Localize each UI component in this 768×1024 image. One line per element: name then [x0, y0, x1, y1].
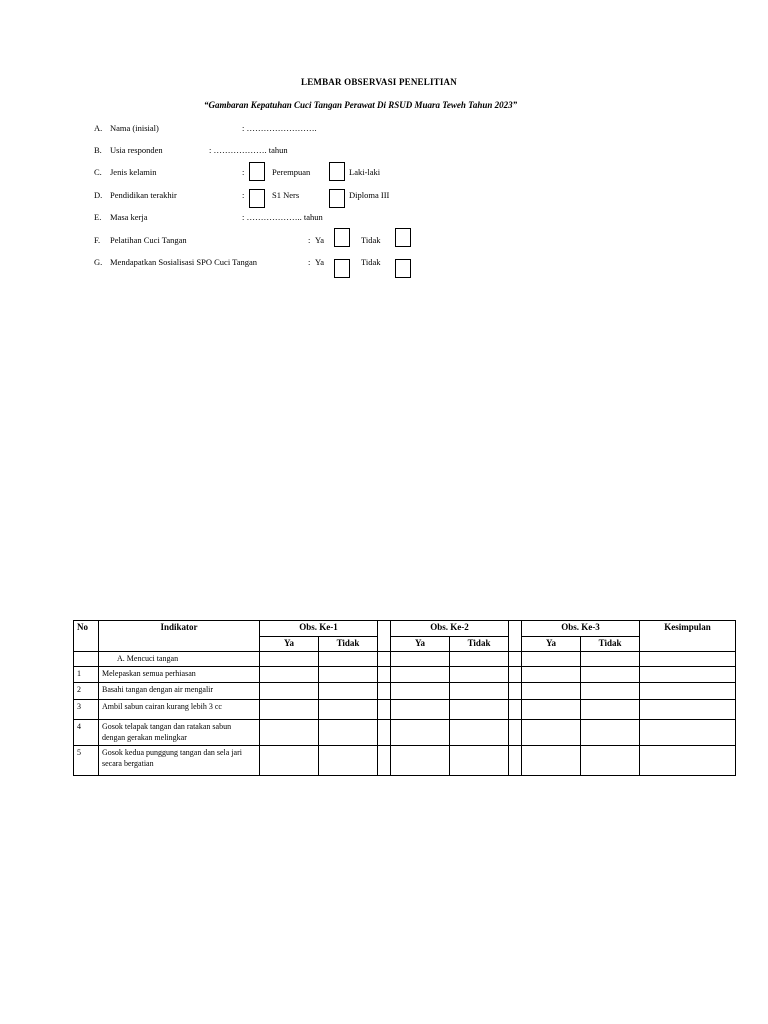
cell-check[interactable] [522, 667, 581, 683]
checkbox-perempuan[interactable] [249, 162, 265, 181]
cell-check[interactable] [581, 667, 640, 683]
cell-no: 2 [74, 683, 99, 700]
cell-no [74, 652, 99, 667]
cell-check[interactable] [260, 746, 319, 776]
field-letter: C. [94, 167, 102, 177]
field-letter: A. [94, 123, 103, 133]
field-label-masa-kerja: Masa kerja [110, 212, 148, 222]
column-gap [378, 621, 391, 652]
column-gap [509, 746, 522, 776]
column-gap [509, 621, 522, 652]
cell-check[interactable] [391, 746, 450, 776]
cell-check[interactable] [260, 683, 319, 700]
column-gap [509, 667, 522, 683]
cell-check[interactable] [319, 700, 378, 720]
cell-check[interactable] [581, 746, 640, 776]
column-gap [509, 652, 522, 667]
checkbox-sosialisasi-tidak[interactable] [395, 259, 411, 278]
cell-check[interactable] [522, 720, 581, 746]
cell-kesimpulan[interactable] [640, 720, 736, 746]
cell-check[interactable] [522, 652, 581, 667]
field-letter: B. [94, 145, 102, 155]
cell-check[interactable] [391, 700, 450, 720]
cell-check[interactable] [260, 667, 319, 683]
checkbox-diploma-iii[interactable] [329, 189, 345, 208]
cell-indikator: Gosok telapak tangan dan ratakan sabun dengan gerakan melingkar [99, 720, 260, 746]
checkbox-sosialisasi-ya[interactable] [334, 259, 350, 278]
option-perempuan: Perempuan [272, 167, 311, 177]
header-no: No [74, 621, 99, 652]
table-row [74, 746, 736, 776]
cell-check[interactable] [391, 720, 450, 746]
field-label-usia: Usia responden [110, 145, 163, 155]
page-title: LEMBAR OBSERVASI PENELITIAN [301, 77, 457, 87]
cell-kesimpulan[interactable] [640, 746, 736, 776]
field-label-pendidikan: Pendidikan terakhir [110, 190, 177, 200]
colon: : [308, 235, 311, 245]
header-tidak: Tidak [581, 637, 640, 652]
header-ya: Ya [260, 637, 319, 652]
field-label-sosialisasi: Mendapatkan Sosialisasi SPO Cuci Tangan [110, 257, 258, 267]
section-label: A. Mencuci tangan [99, 652, 260, 667]
field-label-nama: Nama (inisial) [110, 123, 159, 133]
table-row [74, 683, 736, 700]
field-label-pelatihan: Pelatihan Cuci Tangan [110, 235, 187, 245]
table-row [74, 667, 736, 683]
header-obs-2: Obs. Ke-2 [391, 621, 509, 637]
cell-indikator: Ambil sabun cairan kurang lebih 3 cc [99, 700, 260, 720]
cell-check[interactable] [522, 683, 581, 700]
cell-no: 3 [74, 700, 99, 720]
cell-check[interactable] [319, 652, 378, 667]
header-ya: Ya [391, 637, 450, 652]
checkbox-pelatihan-ya[interactable] [334, 228, 350, 247]
column-gap [509, 683, 522, 700]
colon: : [242, 190, 245, 200]
column-gap [378, 667, 391, 683]
header-kesimpulan: Kesimpulan [640, 621, 736, 652]
cell-check[interactable] [581, 700, 640, 720]
cell-no: 5 [74, 746, 99, 776]
cell-check[interactable] [391, 667, 450, 683]
column-gap [378, 700, 391, 720]
cell-kesimpulan[interactable] [640, 652, 736, 667]
field-value-nama: : ……………………. [242, 123, 317, 133]
column-gap [509, 720, 522, 746]
option-tidak: Tidak [361, 235, 381, 245]
cell-indikator: Melepaskan semua perhiasan [99, 667, 260, 683]
cell-check[interactable] [450, 720, 509, 746]
field-letter: D. [94, 190, 103, 200]
checkbox-s1-ners[interactable] [249, 189, 265, 208]
cell-no: 1 [74, 667, 99, 683]
observation-table [73, 620, 736, 776]
cell-kesimpulan[interactable] [640, 700, 736, 720]
cell-indikator: Basahi tangan dengan air mengalir [99, 683, 260, 700]
cell-check[interactable] [450, 746, 509, 776]
colon: : [242, 167, 245, 177]
header-obs-1: Obs. Ke-1 [260, 621, 378, 637]
colon: : [308, 257, 311, 267]
cell-check[interactable] [581, 652, 640, 667]
field-letter: G. [94, 257, 103, 267]
cell-check[interactable] [319, 683, 378, 700]
cell-check[interactable] [260, 700, 319, 720]
column-gap [509, 700, 522, 720]
cell-kesimpulan[interactable] [640, 667, 736, 683]
cell-check[interactable] [581, 720, 640, 746]
field-label-jenis-kelamin: Jenis kelamin [110, 167, 157, 177]
cell-check[interactable] [260, 652, 319, 667]
option-tidak: Tidak [361, 257, 381, 267]
checkbox-pelatihan-tidak[interactable] [395, 228, 411, 247]
cell-no: 4 [74, 720, 99, 746]
page-subtitle: “Gambaran Kepatuhan Cuci Tangan Perawat Di RSUD Muara Teweh Tahun 2023” [204, 100, 518, 110]
cell-check[interactable] [450, 652, 509, 667]
section-row [74, 652, 736, 667]
header-obs-3: Obs. Ke-3 [522, 621, 640, 637]
column-gap [378, 683, 391, 700]
field-letter: E. [94, 212, 102, 222]
cell-kesimpulan[interactable] [640, 683, 736, 700]
cell-check[interactable] [319, 720, 378, 746]
cell-check[interactable] [319, 667, 378, 683]
option-diploma-iii: Diploma III [349, 190, 390, 200]
column-gap [378, 720, 391, 746]
header-tidak: Tidak [450, 637, 509, 652]
option-laki-laki: Laki-laki [349, 167, 381, 177]
option-ya: Ya [315, 235, 325, 245]
cell-check[interactable] [319, 746, 378, 776]
option-ya: Ya [315, 257, 325, 267]
header-ya: Ya [522, 637, 581, 652]
cell-check[interactable] [260, 720, 319, 746]
checkbox-laki-laki[interactable] [329, 162, 345, 181]
option-s1-ners: S1 Ners [272, 190, 300, 200]
column-gap [378, 746, 391, 776]
cell-indikator: Gosok kedua punggung tangan dan sela jari secara bergatian [99, 746, 260, 776]
cell-check[interactable] [450, 667, 509, 683]
header-indikator: Indikator [99, 621, 260, 652]
field-value-masa-kerja: : ……………….. tahun [242, 212, 323, 222]
column-gap [378, 652, 391, 667]
cell-check[interactable] [581, 683, 640, 700]
cell-check[interactable] [391, 652, 450, 667]
cell-check[interactable] [391, 683, 450, 700]
field-letter: F. [94, 235, 101, 245]
table-row [74, 720, 736, 746]
table-row [74, 700, 736, 720]
cell-check[interactable] [450, 683, 509, 700]
cell-check[interactable] [450, 700, 509, 720]
cell-check[interactable] [522, 746, 581, 776]
header-tidak: Tidak [319, 637, 378, 652]
cell-check[interactable] [522, 700, 581, 720]
field-value-usia: : ………………. tahun [209, 145, 288, 155]
